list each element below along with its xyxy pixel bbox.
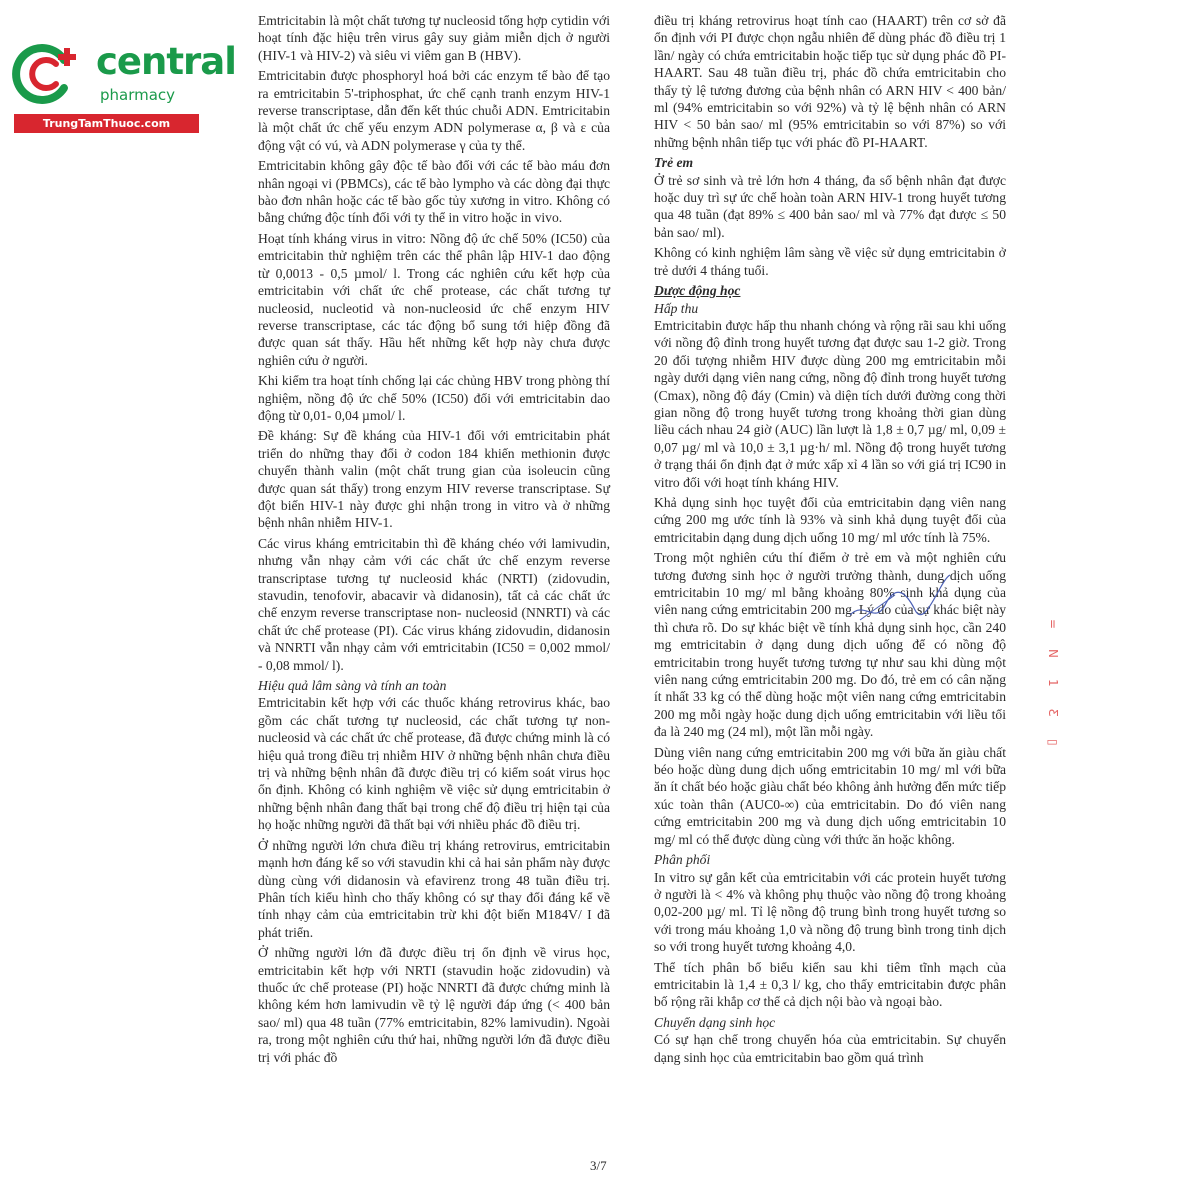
paragraph: Emtricitabin không gây độc tế bào đối với các tế bào máu đơn nhân ngoại vi (PBMCs), các tế bào lympho và các dòng đại thực bào đơn nhân hoặc các tế bào gốc tủy xương in vitro. Không có bằng chứng độc tính đối với ty thể in vitro hoặc in vivo. [258, 158, 610, 226]
paragraph: Ở trẻ sơ sinh và trẻ lớn hơn 4 tháng, đa số bệnh nhân đạt được hoặc duy trì sự ức chế hoàn toàn ARN HIV-1 trong huyết tương qua 48 tuần (đạt 89% ≤ 400 bản sao/ ml và 77% đạt được ≤ 50 bản sao/ ml). [654, 172, 1006, 240]
pharmacy-cross-logo-icon [12, 40, 82, 106]
paragraph: Khả dụng sinh học tuyệt đối của emtricitabin dạng viên nang cứng 200 mg ước tính là 93% và sinh khả dụng tuyệt đối của emtricitabin dạng dung dịch uống 10 mg/ ml ước tính là 75%. [654, 494, 1006, 545]
paragraph: Khi kiểm tra hoạt tính chống lại các chủng HBV trong phòng thí nghiệm, nồng độ ức chế 50% (IC50) đối với emtricitabin dao động từ 0,01- 0,04 µmol/ l. [258, 373, 610, 423]
handwritten-signature [845, 570, 955, 630]
stamp-mark: 1 [1046, 679, 1060, 687]
paragraph: Thể tích phân bố biểu kiến sau khi tiêm tĩnh mạch của emtricitabin là 1,4 ± 0,3 l/ kg, cho thấy emtricitabin được phân bố rộng rãi khắp cơ thể cả dịch nội bào và ngoại bào. [654, 959, 1006, 1010]
logo-subtitle: pharmacy [100, 86, 176, 104]
paragraph: Ở những người lớn đã được điều trị ổn định về virus học, emtricitabin kết hợp với NRTI (stavudin hoặc zidovudin) và thuốc ức chế protease (PI) hoặc NNRTI đã được chứng minh là không kém hơn lamivudin về tỷ lệ người đáp ứng (< 400 bản sao/ ml) qua 48 tuần (77% emtricitabin, 82% lamivudin). Ngoài ra, trong một nghiên cứu thứ hai, những người lớn đã được điều trị với phác đồ [258, 945, 610, 1065]
paragraph: Không có kinh nghiệm lâm sàng về việc sử dụng emtricitabin ở trẻ dưới 4 tháng tuổi. [654, 245, 1006, 278]
stamp-mark: ▯ [1046, 739, 1060, 746]
left-text-column [258, 12, 610, 1069]
paragraph: Emtricitabin được hấp thu nhanh chóng và rộng rãi sau khi uống với nồng độ đỉnh trong huyết tương đạt được sau 1-2 giờ. Trong 20 đối tượng nhiễm HIV được dùng 200 mg emtricitabin mỗi ngày dưới dạng viên nang cứng, nồng độ đỉnh trong huyết tương (Cmax), nồng độ đáy (Cmin) và diện tích dưới đường cong thời gian nồng độ trong huyết tương trong khoảng thời gian dùng liều cách nhau 24 giờ (AUC) lần lượt là 1,8 ± 0,7 µg/ ml, 0,09 ± 0,07 µg/ ml và 10,0 ± 3,1 µg·h/ ml. Nồng độ trong huyết tương ở trạng thái ổn định đạt ở mức xấp xỉ 4 lần so với giá trị IC90 in vitro đối với hoạt tính kháng HIV. [654, 317, 1006, 490]
paragraph: Các virus kháng emtricitabin thì đề kháng chéo với lamivudin, nhưng vẫn nhạy cảm với các chất ức chế enzym reverse transcriptase tương tự nucleosid khác (NRTI) (zidovudin, stavudin, tenofovir, abacavir và didanosin), tất cả các chất ức chế enzym reverse transcriptase non- nucleosid (NNRTI) và các chất ức chế protease (PI). Các virus kháng zidovudin, didanosin và NNRTI vẫn nhạy cảm với emtricitabin (IC50 = 0,002 mmol/ - 0,08 mmol/ l). [258, 535, 610, 673]
subsection-heading: Chuyển dạng sinh học [654, 1014, 776, 1030]
paragraph: Hoạt tính kháng virus in vitro: Nồng độ ức chế 50% (IC50) của emtricitabin thử nghiệm trên các thể phân lập HIV-1 dao động từ 0,0013 - 0,5 µmol/ l. Trong các nghiên cứu kết hợp của emtricitabin với chất ức chế protease, các chất tương tự nucleosid, nucleotid và non-nucleosid ức chế enzym HIV reverse transcriptase, các tác động bổ sung tới hiệp đồng đã được quan sát thấy. Hầu hết những kết hợp này chưa được nghiên cứu ở người. [258, 230, 610, 368]
paragraph: Dùng viên nang cứng emtricitabin 200 mg với bữa ăn giàu chất béo hoặc dùng dung dịch uống emtricitabin 10 mg/ ml với bữa ăn ít chất béo hoặc giàu chất béo không ảnh hưởng đến mức tiếp xúc toàn thân (AUC0-∞) của emtricitabin. Do đó viên nang cứng emtricitabin 200 mg và dung dịch uống emtricitabin 10 mg/ ml có thể được dùng cùng với thức ăn hoặc không. [654, 744, 1006, 847]
logo-name: central [96, 40, 236, 83]
subsection-heading: Phân phối [654, 852, 711, 868]
stamp-mark: N [1046, 649, 1060, 658]
stamp-mark: = [1046, 619, 1060, 630]
right-text-column [654, 12, 1006, 1069]
paragraph: Ở những người lớn chưa điều trị kháng retrovirus, emtricitabin mạnh hơn đáng kể so với stavudin khi cả hai sản phẩm này được dùng cùng với didanosin và efavirenz trong 48 tuần điều trị. Phân tích kiểu hình cho thấy không có sự thay đổi đáng kể về tính nhạy cảm của emtricitabin trừ khi đột biến M184V/ I đã phát triển. [258, 837, 610, 940]
side-stamp [1040, 619, 1066, 775]
paragraph: Trong một nghiên cứu thí điểm ở trẻ em và một nghiên cứu tương đương sinh học ở người trưởng thành, dung dịch uống emtricitabin 10 mg/ ml bằng khoảng 80% sinh khả dụng của viên nang cứng emtricitabin 200 mg. Lý do của sự khác biệt này thì chưa rõ. Do sự khác biệt về tính khả dụng sinh học, cần 240 mg emtricitabin ở dạng dung dịch uống để có nồng độ emtricitabin trong huyết tương tương tự như sau khi dùng một viên nang cứng emtricitabin 200 mg. Do đó, trẻ em có cân nặng ít nhất 33 kg có thể dùng hoặc một viên nang cứng emtricitabin 200 mg mỗi ngày hoặc dung dịch uống emtricitabin với liều tối đa là 240 mg (24 ml), một lần mỗi ngày. [654, 550, 1006, 740]
stamp-mark: Ƹ [1046, 709, 1060, 717]
paragraph: Đề kháng: Sự đề kháng của HIV-1 đối với emtricitabin phát triển do những thay đổi ở codon 184 khiến methionin được chuyển thành valin (một chất trung gian của isoleucin cũng được quan sát thấy) trong enzym HIV reverse transcriptase. Sự đột biến HIV-1 này được ghi nhận trong in vitro và ở những bệnh nhân nhiễm HIV-1. [258, 428, 610, 531]
paragraph: Có sự hạn chế trong chuyển hóa của emtricitabin. Sự chuyển dạng sinh học của emtricitabin bao gồm quá trình [654, 1032, 1006, 1065]
page-number: 3/7 [590, 1158, 607, 1173]
subsection-heading: Hấp thu [654, 300, 699, 316]
section-heading: Dược động học [654, 283, 741, 299]
subsection-heading: Hiệu quả lâm sàng và tính an toàn [258, 678, 447, 694]
central-pharmacy-logo[interactable] [10, 38, 236, 138]
paragraph: In vitro sự gắn kết của emtricitabin với các protein huyết tương ở người là < 4% và không phụ thuộc vào nồng độ trong khoảng 0,02-200 µg/ ml. Tỉ lệ nồng độ trung bình trong huyết tương so với trong máu khoảng 1,0 và nồng độ trung bình trong tinh dịch so với trong huyết tương khoảng 4,0. [654, 869, 1006, 955]
paragraph: điều trị kháng retrovirus hoạt tính cao (HAART) trên cơ sở đã ổn định với PI được chọn ngẫu nhiên để dùng phác đồ điều trị 1 lần/ ngày có chứa emtricitabin hoặc tiếp tục sử dụng phác đồ PI-HAART. Sau 48 tuần điều trị, phác đồ chứa emtricitabin cho thấy tỷ lệ tương đương của bệnh nhân có ARN HIV < 400 bản/ ml (94% emtricitabin so với 92%) và tỷ lệ bệnh nhân có ARN HIV < 50 bản sao/ ml (95% emtricitabin so với 87%) so với những bệnh nhân tiếp tục với phác đồ PI-HAART. [654, 13, 1006, 150]
paragraph: Emtricitabin kết hợp với các thuốc kháng retrovirus khác, bao gồm các chất tương tự nucleosid, các chất tương tự non-nucleosid và các chất ức chế protease, đã được chứng minh là có hiệu quả trong điều trị nhiễm HIV ở những bệnh nhân chưa điều trị và những bệnh nhân đã được điều trị có kiểm soát virus học ổn định. Không có kinh nghiệm về việc sử dụng emtricitabin ở những bệnh nhân đang thất bại trong chế độ điều trị hiện tại của họ hoặc những người đã thất bại với nhiều phác đồ điều trị. [258, 695, 610, 833]
paragraph: Emtricitabin được phosphoryl hoá bởi các enzym tế bào để tạo ra emtricitabin 5'-triphosphat, ức chế cạnh tranh enzym HIV-1 reverse transcriptase, dẫn đến kết thúc chuỗi ADN. Emtricitabin là một chất ức chế yếu enzym ADN polymerase α, β và ε của động vật có vú, và ADN polymerase γ của ty thể. [258, 68, 610, 153]
logo-url[interactable]: TrungTamThuoc.com [14, 114, 199, 133]
subsection-heading: Trẻ em [654, 155, 694, 171]
paragraph: Emtricitabin là một chất tương tự nucleosid tổng hợp cytidin với hoạt tính đặc hiệu trên virus gây suy giảm miễn dịch ở người (HIV-1 và HIV-2) và siêu vi viêm gan B (HBV). [258, 13, 610, 63]
